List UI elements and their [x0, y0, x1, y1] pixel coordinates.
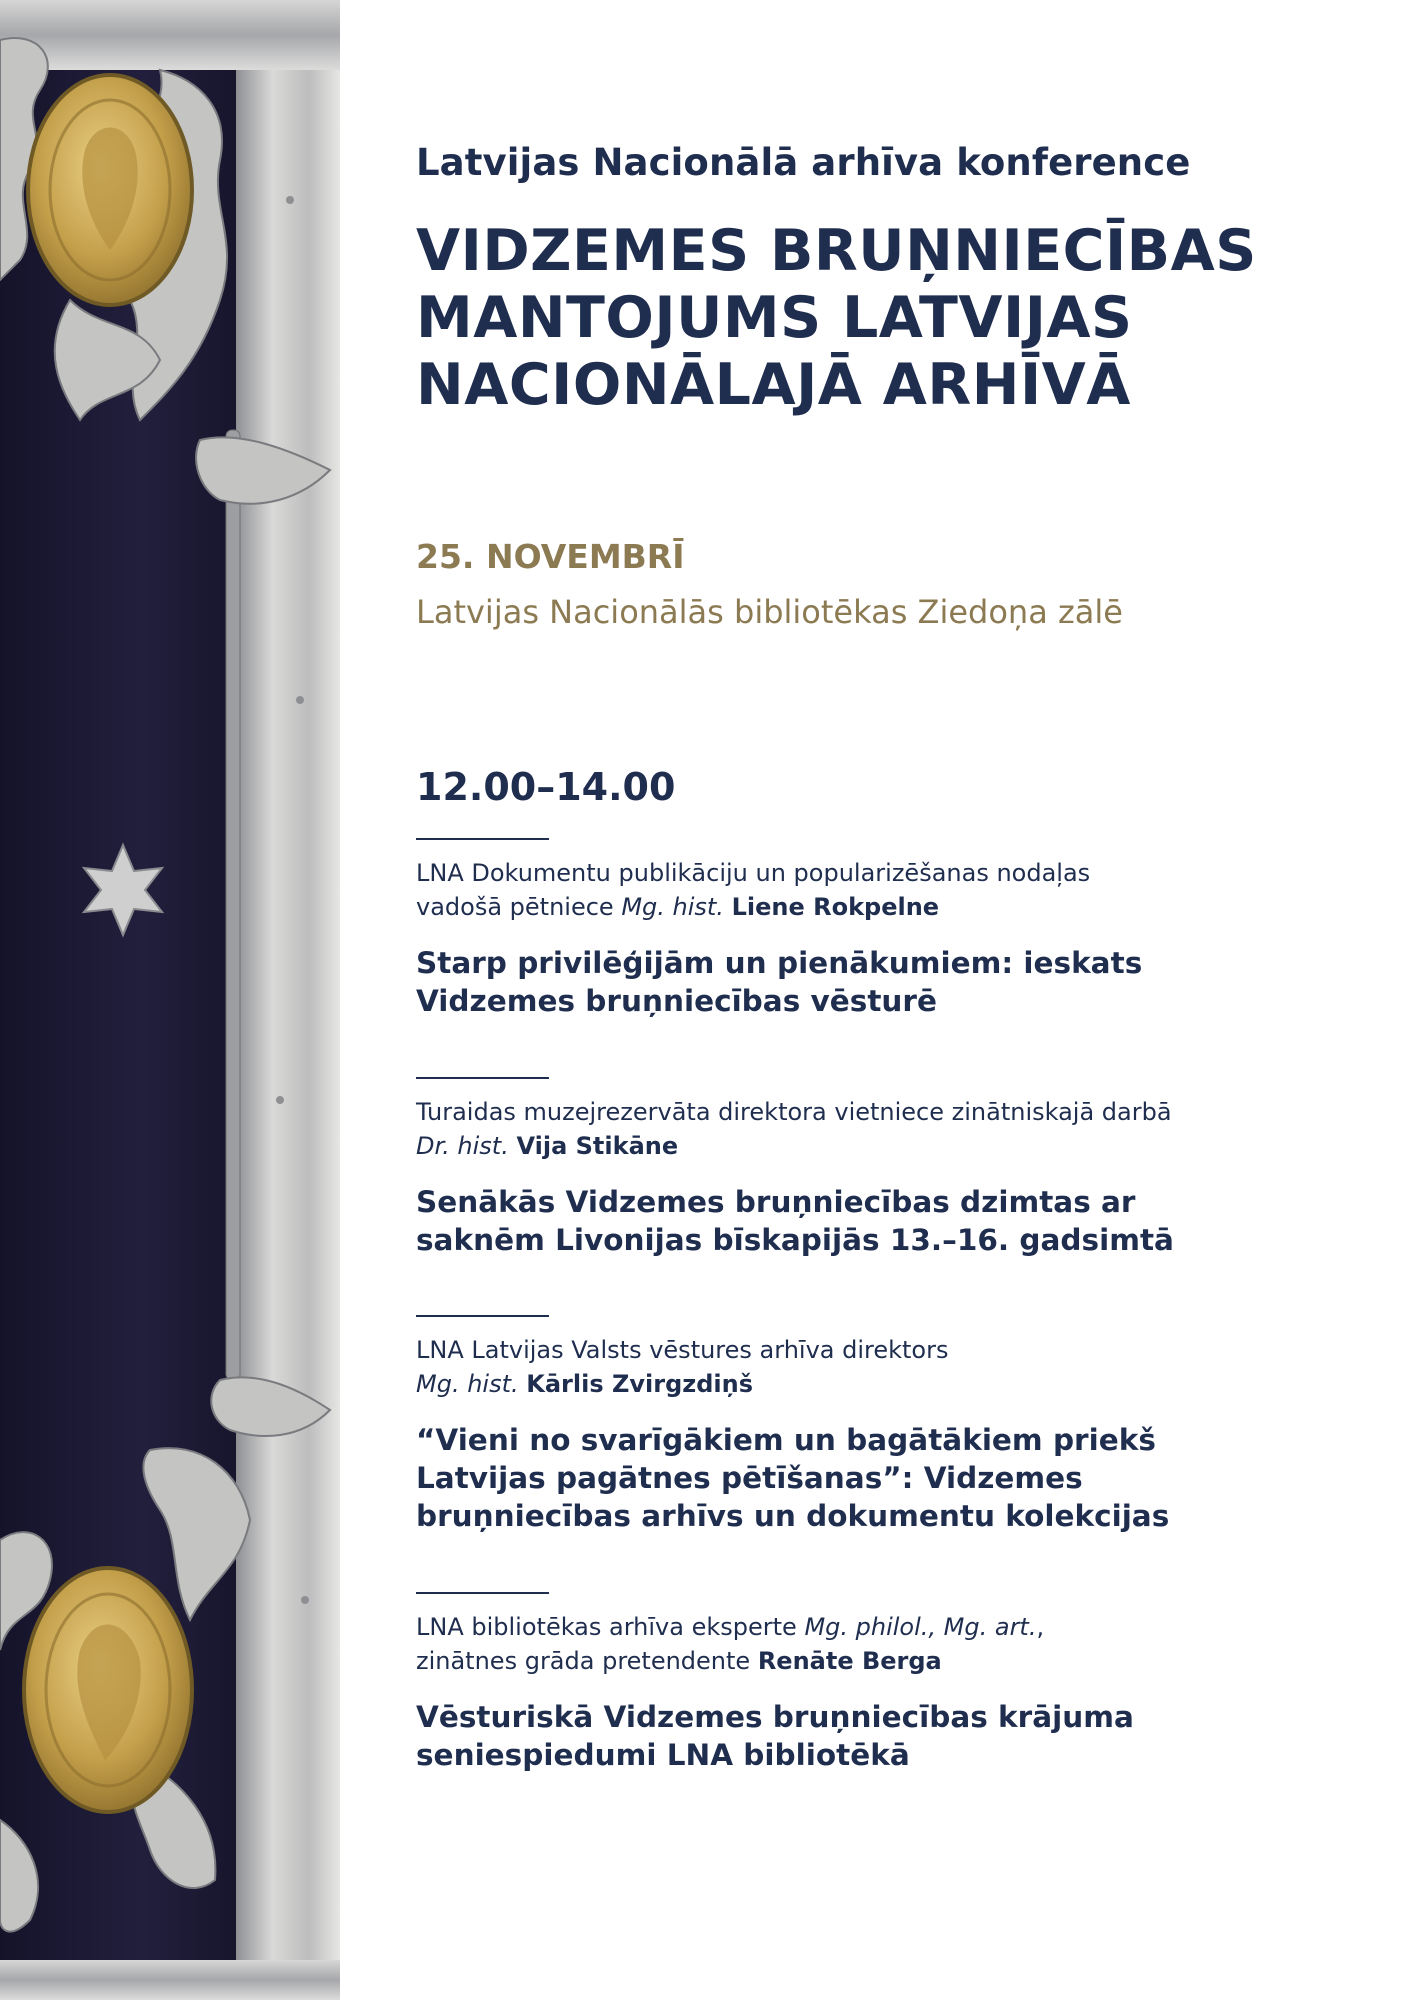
speaker-degree: Mg. philol., Mg. art. — [804, 1613, 1037, 1641]
speaker-degree: Mg. hist. — [621, 893, 724, 921]
talk-title: Senākās Vidzemes bruņniecības dzimtas ar saknēm Livonijas bīskapijās 13.–16. gadsimtā — [416, 1185, 1174, 1257]
title-line: VIDZEMES BRUŅNIECĪBAS — [416, 218, 1257, 284]
divider — [416, 1592, 549, 1594]
talk-title: “Vieni no svarīgākiem un bagātākiem priekš Latvijas pagātnes pētīšanas”: Vidzemes bruņniecības arhīvs un dokumentu kolekcijas — [416, 1423, 1170, 1533]
event-venue: Latvijas Nacionālās bibliotēkas Ziedoņa zālē — [416, 593, 1123, 631]
event-time: 12.00–14.00 — [416, 765, 676, 809]
conference-subtitle: Latvijas Nacionālā arhīva konference — [416, 141, 1191, 184]
speaker-name: Renāte Berga — [757, 1647, 942, 1675]
talk-item — [416, 1592, 1356, 1774]
speaker-name: Kārlis Zvirgzdiņš — [526, 1370, 754, 1398]
speaker-line — [416, 1367, 1356, 1401]
talk-item — [416, 1315, 1356, 1535]
speaker-affiliation: LNA Dokumentu publikāciju un popularizēšanas nodaļas — [416, 859, 1091, 887]
talk-item — [416, 1077, 1356, 1259]
speaker-line: zinātnes grāda pretendente Renāte Berga — [416, 1647, 942, 1675]
speaker-affiliation: Turaidas muzejrezervāta direktora vietniece zinātniskajā darbā — [416, 1098, 1172, 1126]
speaker-name: Vija Stikāne — [516, 1132, 679, 1160]
talk-title: Starp privilēģijām un pienākumiem: ieskats Vidzemes bruņniecības vēsturē — [416, 946, 1143, 1018]
speaker-info — [416, 1095, 1356, 1163]
talk-item — [416, 838, 1356, 1020]
speaker-affiliation: LNA bibliotēkas arhīva eksperte Mg. philol., Mg. art., — [416, 1613, 1045, 1641]
divider — [416, 1315, 549, 1317]
divider — [416, 838, 549, 840]
speaker-info — [416, 1610, 1356, 1678]
title-line: MANTOJUMS LATVIJAS — [416, 285, 1133, 351]
divider — [416, 1077, 549, 1079]
title-line: NACIONĀLAJĀ ARHĪVĀ — [416, 352, 1131, 418]
event-date: 25. NOVEMBRĪ — [416, 537, 685, 576]
talk-title: Vēsturiskā Vidzemes bruņniecības krājuma seniespiedumi LNA bibliotēkā — [416, 1700, 1134, 1772]
speaker-name: Liene Rokpelne — [731, 893, 940, 921]
speaker-affiliation: LNA Latvijas Valsts vēstures arhīva direktors — [416, 1336, 949, 1364]
speaker-degree: Mg. hist. — [416, 1370, 519, 1398]
book-cover-image — [0, 0, 340, 2000]
speaker-line: vadošā pētniece Mg. hist. Liene Rokpelne — [416, 893, 940, 921]
speaker-degree: Dr. hist. — [416, 1132, 509, 1160]
speaker-line — [416, 1129, 1356, 1163]
speaker-info — [416, 856, 1356, 924]
speaker-info — [416, 1333, 1356, 1401]
conference-title — [416, 218, 1257, 419]
